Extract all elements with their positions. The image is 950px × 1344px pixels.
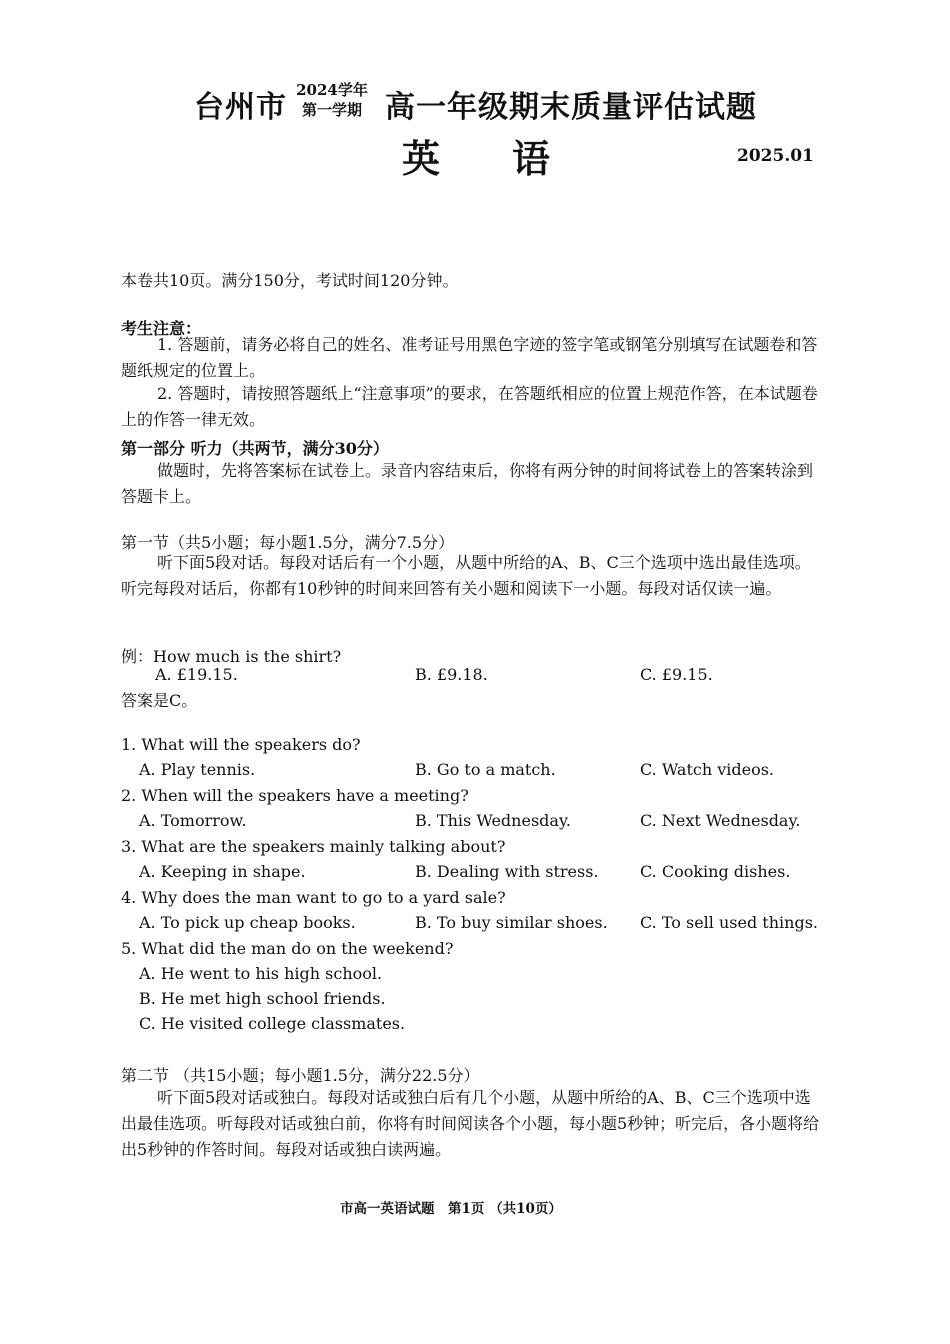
section2-instruction: 听下面5段对话或独白。每段对话或独白后有几个小题，从题中所给的A、B、C三个选项中选出最佳选项。听每段对话或独白前，你将有时间阅读各个小题，每小题5秒钟；听完后，各小题将给出5秒钟的作答时间。每段对话或独白读两遍。 [121,1088,820,1159]
question-2-option-a: A. Tomorrow. [139,811,247,830]
notice-item-1: 1. 答题前，请务必将自己的姓名、准考证号用黑色字迹的签字笔或钢笔分别填写在试题卷和答题纸规定的位置上。 [121,335,818,380]
example-option-b: B. £9.18. [415,665,488,684]
question-3: 3. What are the speakers mainly talking about? [121,837,506,856]
notice-heading: 考生注意： [121,319,202,338]
header-year: 2024学年 [296,81,368,99]
question-1-option-c: C. Watch videos. [640,760,775,779]
question-4-option-a: A. To pick up cheap books. [139,913,356,932]
section1-instruction: 听下面5段对话。每段对话后有一个小题，从题中所给的A、B、C三个选项中选出最佳选项。听完每段对话后，你都有10秒钟的时间来回答有关小题和阅读下一小题。每段对话仅读一遍。 [121,553,811,598]
part1-heading: 第一部分 听力（共两节，满分30分） [121,439,389,458]
question-5-option-a: A. He went to his high school. [139,964,383,983]
header-city: 台州市 [194,90,287,125]
example-option-a: A. £19.15. [155,665,238,684]
question-1: 1. What will the speakers do? [121,735,361,754]
question-4-option-c: C. To sell used things. [640,913,818,932]
page-title: 高一年级期末质量评估试题 [385,90,757,125]
section2-heading: 第二节 （共15小题；每小题1.5分，满分22.5分） [121,1066,480,1085]
question-3-option-c: C. Cooking dishes. [640,862,791,881]
header-year-term [290,80,374,120]
question-2: 2. When will the speakers have a meeting? [121,786,469,805]
question-2-option-b: B. This Wednesday. [415,811,571,830]
example-question: 例：How much is the shirt? [121,647,342,666]
question-5-option-c: C. He visited college classmates. [139,1014,406,1033]
subject-title: 英语 [402,136,623,181]
section1-heading: 第一节（共5小题；每小题1.5分，满分7.5分） [121,533,455,552]
example-option-c: C. £9.15. [640,665,713,684]
intro-text: 本卷共10页。满分150分，考试时间120分钟。 [121,271,459,290]
exam-date: 2025.01 [737,146,814,166]
page-footer: 市高一英语试题 第1页 （共10页） [340,1201,562,1217]
question-3-option-b: B. Dealing with stress. [415,862,599,881]
question-2-option-c: C. Next Wednesday. [640,811,801,830]
question-5-option-b: B. He met high school friends. [139,989,386,1008]
notice-item-2: 2. 答题时，请按照答题纸上“注意事项”的要求，在答题纸相应的位置上规范作答，在本试题卷上的作答一律无效。 [121,384,818,429]
part1-instruction: 做题时，先将答案标在试卷上。录音内容结束后，你将有两分钟的时间将试卷上的答案转涂到答题卡上。 [121,461,814,506]
question-5: 5. What did the man do on the weekend? [121,939,454,958]
question-3-option-a: A. Keeping in shape. [139,862,306,881]
example-answer: 答案是C。 [121,691,198,710]
question-4-option-b: B. To buy similar shoes. [415,913,608,932]
header-term: 第一学期 [301,101,362,119]
question-1-option-a: A. Play tennis. [139,760,256,779]
question-1-option-b: B. Go to a match. [415,760,556,779]
question-4: 4. Why does the man want to go to a yard sale? [121,888,506,907]
